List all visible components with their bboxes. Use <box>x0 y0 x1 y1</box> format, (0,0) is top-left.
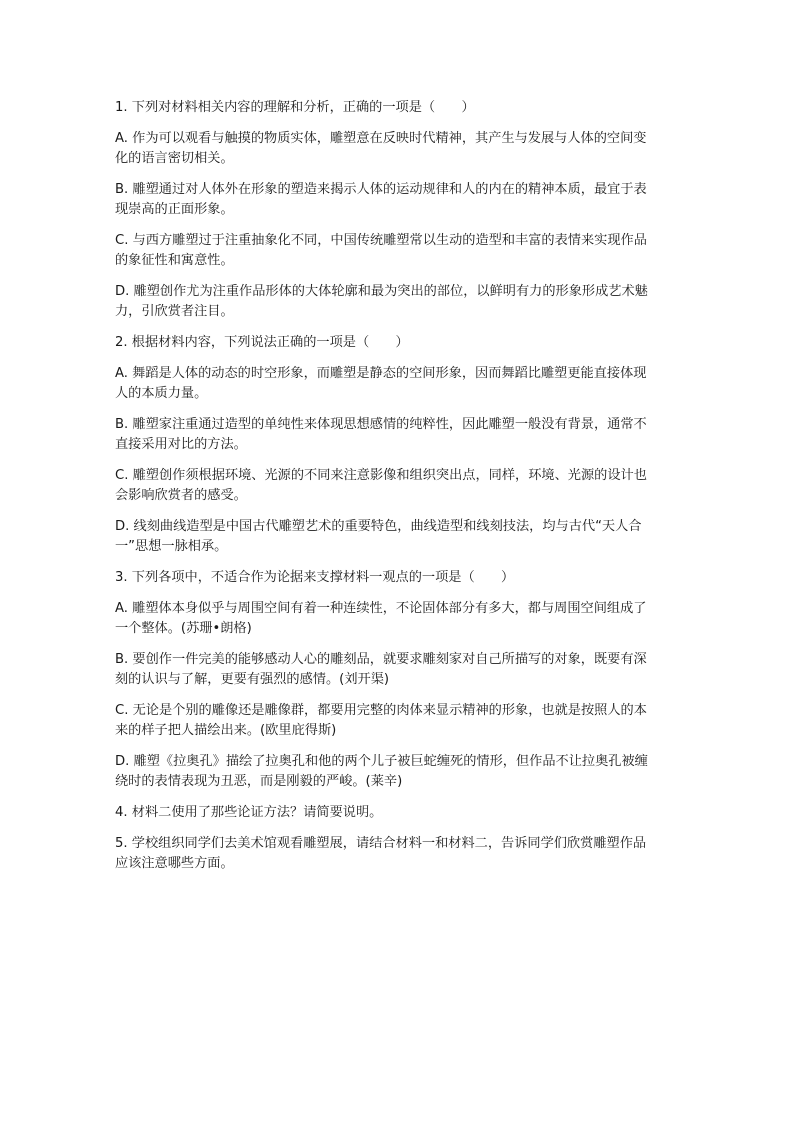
question-2-option-b-line-1: B. 雕塑家注重通过造型的单纯性来体现思想感情的纯粹性，因此雕塑一般没有背景，通常不 <box>115 417 647 432</box>
question-2-stem: 2. 根据材料内容，下列说法正确的一项是（ ） <box>115 335 409 350</box>
question-1-option-c-line-2: 的象征性和寓意性。 <box>115 253 234 268</box>
question-2-option-a-line-1: A. 舞蹈是人体的动态的时空形象，而雕塑是静态的空间形象，因而舞蹈比雕塑更能直接体现 <box>115 366 647 381</box>
question-1-option-d-line-2: 力，引欣赏者注目。 <box>115 304 234 319</box>
question-5-stem-line-2: 应该注意哪些方面。 <box>115 856 234 871</box>
question-2-option-b-line-2: 直接采用对比的方法。 <box>115 437 247 452</box>
question-2-option-d-line-1: D. 线刻曲线造型是中国古代雕塑艺术的重要特色，曲线造型和线刻技法，均与古代“天人合 <box>115 519 642 534</box>
question-3-option-c-line-1: C. 无论是个别的雕像还是雕像群，都要用完整的肉体来显示精神的形象，也就是按照人的本 <box>115 703 647 718</box>
question-3-option-d-line-2: 绕时的表情表现为丑恶，而是刚毅的严峻。(莱辛) <box>115 774 403 789</box>
question-5-stem-line-1: 5. 学校组织同学们去美术馆观看雕塑展，请结合材料一和材料二，告诉同学们欣赏雕塑作品 <box>115 836 647 851</box>
question-1-option-d-line-1: D. 雕塑创作尤为注重作品形体的大体轮廓和最为突出的部位，以鲜明有力的形象形成艺术魅 <box>115 284 648 299</box>
question-2-option-a-line-2: 人的本质力量。 <box>115 386 208 401</box>
question-1-option-b-line-1: B. 雕塑通过对人体外在形象的塑造来揭示人体的运动规律和人的内在的精神本质，最宜于表 <box>115 182 647 197</box>
question-1-stem: 1. 下列对材料相关内容的理解和分析，正确的一项是（ ） <box>115 100 475 115</box>
question-3-option-b-line-1: B. 要创作一件完美的能够感动人心的雕刻品，就要求雕刻家对自己所描写的对象，既要有深 <box>115 652 647 667</box>
question-3-option-c-line-2: 来的样子把人描绘出来。(欧里庇得斯) <box>115 723 337 738</box>
question-3-option-d-line-1: D. 雕塑《拉奥孔》描绘了拉奥孔和他的两个儿子被巨蛇缠死的情形，但作品不让拉奥孔被缠 <box>115 754 648 769</box>
question-4-stem: 4. 材料二使用了那些论证方法？请简要说明。 <box>115 805 383 820</box>
question-2-option-c-line-1: C. 雕塑创作须根据环境、光源的不同来注意影像和组织突出点，同样，环境、光源的设计也 <box>115 468 647 483</box>
question-1-option-a-line-1: A. 作为可以观看与触摸的物质实体，雕塑意在反映时代精神，其产生与发展与人体的空间变 <box>115 131 647 146</box>
question-2-option-c-line-2: 会影响欣赏者的感受。 <box>115 488 247 503</box>
question-2-option-d-line-2: 一”思想一脉相承。 <box>115 539 228 554</box>
question-1-option-c-line-1: C. 与西方雕塑过于注重抽象化不同，中国传统雕塑常以生动的造型和丰富的表情来实现作品 <box>115 233 647 248</box>
question-3-option-a-line-2: 一个整体。(苏珊•朗格) <box>115 621 252 636</box>
question-1-option-b-line-2: 现崇高的正面形象。 <box>115 202 234 217</box>
question-3-stem: 3. 下列各项中，不适合作为论据来支撑材料一观点的一项是（ ） <box>115 570 515 585</box>
question-3-option-b-line-2: 刻的认识与了解，更要有强烈的感情。(刘开渠) <box>115 672 390 687</box>
question-1-option-a-line-2: 化的语言密切相关。 <box>115 151 234 166</box>
question-text-body <box>115 98 683 874</box>
question-3-option-a-line-1: A. 雕塑体本身似乎与周围空间有着一种连续性，不论固体部分有多大，都与周围空间组成了 <box>115 601 647 616</box>
